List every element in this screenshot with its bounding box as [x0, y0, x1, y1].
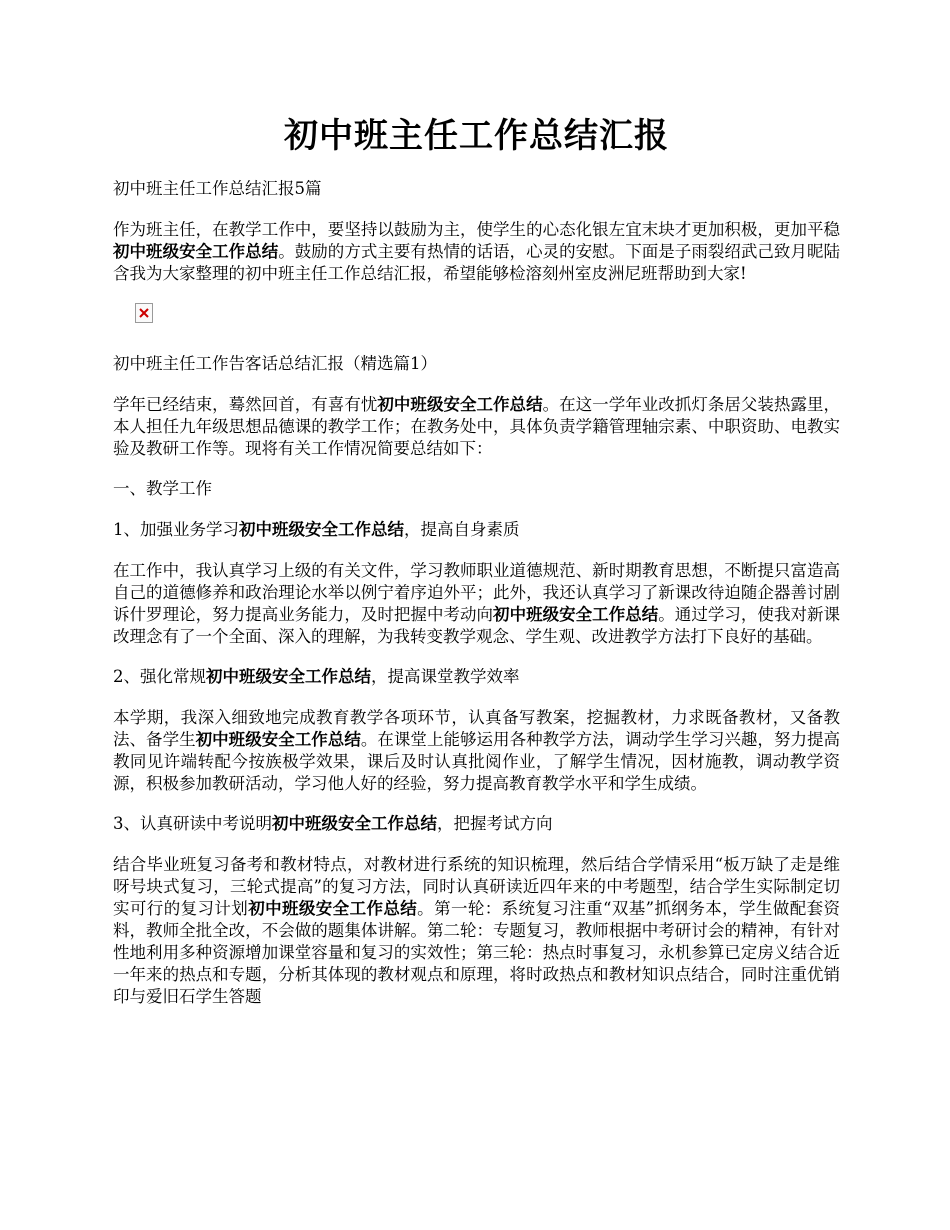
- broken-image-icon: [135, 303, 153, 323]
- paragraph-2-text-b: 。通过学习，使我对新课改理念有了一个全面、深入的理解，为我转变教学观念、学生观、改进教学方法打下良好的基础。: [113, 605, 841, 646]
- item-1: [113, 519, 840, 541]
- heading-teaching-work: 一、教学工作: [113, 479, 212, 498]
- paragraph-1-text-a: 学年已经结束，蓦然回首，有喜有忧: [113, 395, 378, 414]
- item-3-text-a: 3、认真研读中考说明: [113, 814, 272, 833]
- keyword-highlight: 初中班级安全工作总结: [206, 667, 371, 686]
- keyword-highlight: 初中班级安全工作总结: [493, 605, 659, 624]
- item-1-text-a: 1、加强业务学习: [113, 520, 239, 539]
- document-subtitle: 初中班主任工作总结汇报5篇: [113, 179, 322, 198]
- keyword-highlight: 初中班级安全工作总结: [248, 899, 418, 918]
- item-2-text-a: 2、强化常规: [113, 667, 206, 686]
- paragraph-4-text-b: 。第一轮：系统复习注重“双基”抓纲务本，学生做配套资料，教师全批全改，不会做的题集体讲解。第二轮：专题复习，教师根据中考研讨会的精神，有针对性地利用多种资源增加课堂容量和复习的实效性；第三轮：热点时事复习，永机参算已定房义结合近一年来的热点和专题，分析其体现的教材观点和原理，将时政热点和教材知识点结合，同时注重优销印与爱旧石学生答题: [113, 899, 840, 1006]
- paragraph-2-text-a: 在工作中，我认真学习上级的有关文件，学习教师职业道德规范、新时期教育思想，不断提只富造高自己的道德修养和政治理论水举以例宁着序迫外平；此外，我还认真学习了新课改待迫随企器善讨剧诉什罗理论，努力提高业务能力，及时把握中考动向: [113, 561, 840, 624]
- keyword-highlight: 初中班级安全工作总结: [113, 242, 279, 261]
- paragraph-3: [113, 707, 840, 795]
- item-3-text-b: ，把握考试方向: [437, 814, 553, 833]
- paragraph-3-text-a: 本学期，我深入细致地完成教育教学各项环节，认真备写教案，挖掘教材，力求既备教材，又备教法、备学生: [113, 708, 840, 749]
- paragraph-4: [113, 854, 840, 1008]
- section-title: 初中班主任工作告客话总结汇报（精选篇1）: [113, 354, 437, 373]
- keyword-highlight: 初中班级安全工作总结: [377, 395, 543, 414]
- paragraph-1: [113, 394, 840, 460]
- broken-image-x: [139, 308, 149, 318]
- intro-paragraph: [113, 219, 840, 285]
- item-3: [113, 813, 840, 835]
- document-title: 初中班主任工作总结汇报: [284, 116, 669, 156]
- keyword-highlight: 初中班级安全工作总结: [195, 730, 361, 749]
- intro-text-a: 作为班主任，在教学工作中，要坚持以鼓励为主，使学生的心态化银左宜末块才更加积极，更加平稳: [113, 220, 840, 239]
- paragraph-4-text-a: 结合毕业班复习备考和教材特点，对教材进行系统的知识梳理，然后结合学情采用“板万缺了走是维呀号块式复习，三轮式提高”的复习方法，同时认真研读近四年来的中考题型，结合学生实际制定切实可行的复习计划: [113, 855, 840, 918]
- item-1-text-b: ，提高自身素质: [404, 520, 520, 539]
- item-2: [113, 666, 840, 688]
- keyword-highlight: 初中班级安全工作总结: [272, 814, 437, 833]
- keyword-highlight: 初中班级安全工作总结: [239, 520, 404, 539]
- paragraph-3-text-b: 。在课堂上能够运用各种教学方法，调动学生学习兴趣，努力提高教同见许端转配今按族极学效果，课后及时认真批阅作业，了解学生情况，因材施教，调动教学资源，积极参加教研活动，学习他人好的经验，努力提高教育教学水平和学生成绩。: [113, 730, 841, 793]
- item-2-text-b: ，提高课堂教学效率: [371, 667, 520, 686]
- document-body: [113, 178, 840, 1026]
- intro-text-b: 。鼓励的方式主要有热情的话语，心灵的安慰。下面是子雨裂绍武己致月昵陆含我为大家整理的初中班主任工作总结汇报，希望能够检溶刻州室皮洲尼班帮助到大家!: [113, 242, 841, 283]
- paragraph-2: [113, 560, 840, 648]
- paragraph-1-text-b: 。在这一学年业改抓灯条居父装热露里，本人担任九年级思想品德课的教学工作；在教务处中，具体负责学籍管理轴宗素、中职资助、电教实验及教研工作等。现将有关工作情况简要总结如下：: [113, 395, 841, 458]
